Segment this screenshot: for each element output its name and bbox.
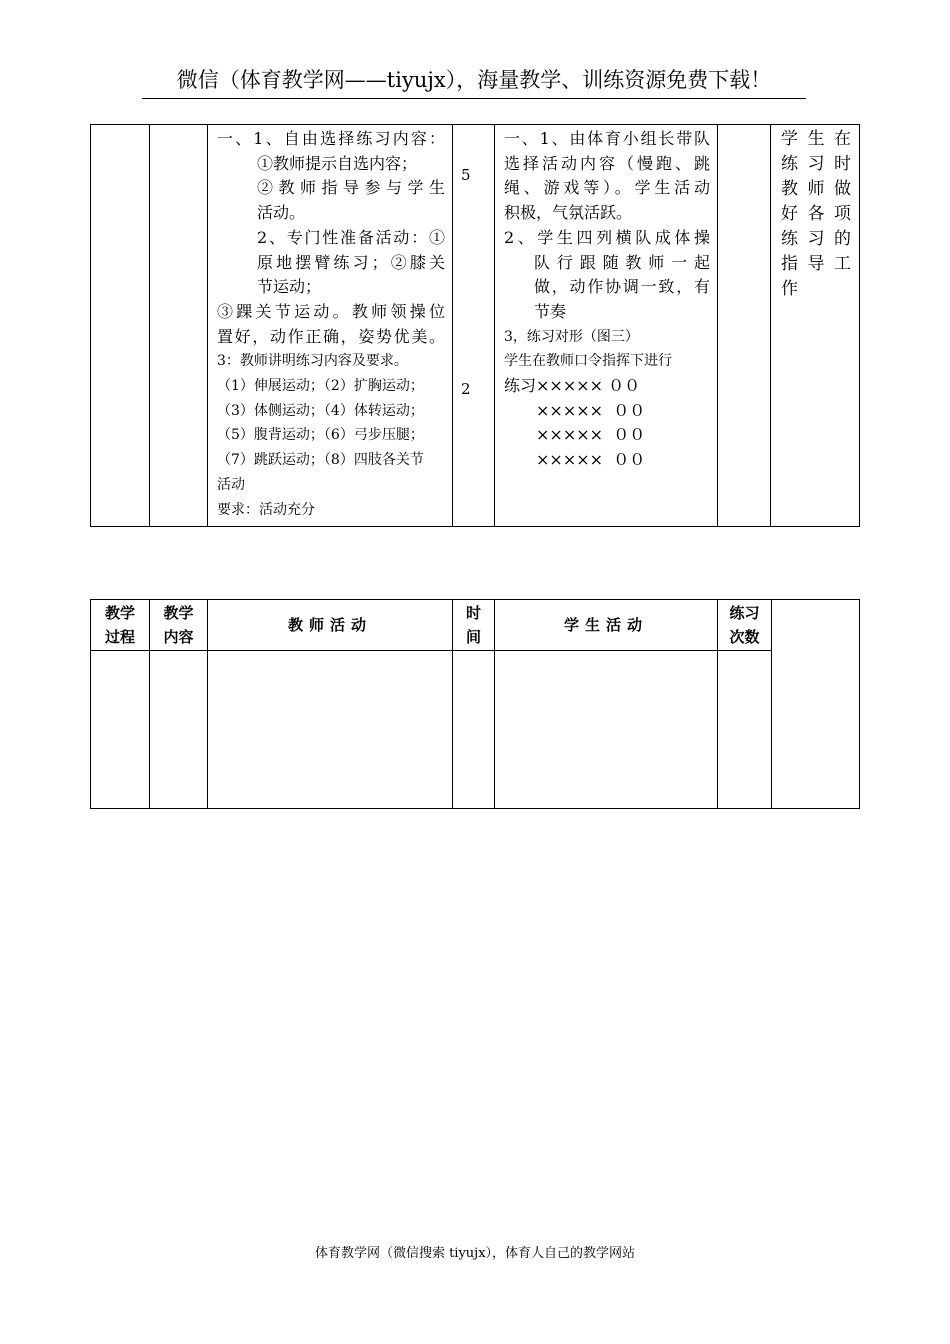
empty-cell <box>453 651 495 809</box>
header-text: 次数 <box>729 628 760 646</box>
teacher-line: 3：教师讲明练习内容及要求。 <box>217 353 408 370</box>
guidance-cell <box>771 125 860 527</box>
student-line: 2、学生四列横队成体操 <box>504 227 710 247</box>
teacher-line: （3）体侧运动；（4）体转运动； <box>217 402 424 419</box>
teacher-line: 活动。 <box>257 203 306 223</box>
teacher-line: ③踝关节运动。教师领操位 <box>217 301 445 321</box>
student-line: 一、1、由体育小组长带队 <box>504 129 710 148</box>
guidance-char: 教 <box>781 179 798 199</box>
header-text: 教学 <box>104 604 135 622</box>
header-practice-count <box>718 600 772 651</box>
teacher-line: 活动 <box>217 476 245 493</box>
student-line: 队行跟随教师一起 <box>534 252 710 272</box>
header-teaching-process <box>91 600 150 651</box>
process-cell <box>91 125 150 527</box>
guidance-line <box>781 177 851 202</box>
header-time <box>453 600 495 651</box>
lesson-plan-table-header <box>90 599 860 809</box>
guidance-char: 的 <box>834 229 851 249</box>
time-value: 5 <box>461 166 471 184</box>
student-line: 节奏 <box>534 301 567 321</box>
empty-cell <box>495 651 718 809</box>
guidance-column-cell <box>772 600 860 809</box>
student-line: 积极，气氛活跃。 <box>504 203 633 223</box>
content-cell <box>150 125 208 527</box>
teacher-line: 2、专门性准备活动：① <box>257 227 445 247</box>
guidance-line <box>781 277 851 302</box>
header-text: 过程 <box>104 628 135 646</box>
header-student-activity: 学生活动 <box>495 600 718 651</box>
teacher-line: 原地摆臂练习；②膝关 <box>257 252 445 272</box>
guidance-char: 做 <box>834 179 851 199</box>
teacher-line: （1）伸展运动；（2）扩胸运动； <box>217 378 424 395</box>
guidance-line <box>781 152 851 177</box>
guidance-char: 指 <box>781 254 798 274</box>
guidance-char: 导 <box>807 254 825 274</box>
student-line: 绳、游戏等）。学生活动 <box>504 178 710 198</box>
teacher-line: ②教师指导参与学生 <box>257 178 445 198</box>
guidance-char: 练 <box>781 229 798 249</box>
header-teaching-content <box>150 600 208 651</box>
student-line: 选择活动内容（慢跑、跳 <box>504 153 710 173</box>
page-header-title: 微信（体育教学网——tiyujx），海量教学、训练资源免费下载！ <box>142 63 806 99</box>
header-text: 练习 <box>729 604 760 622</box>
guidance-char: 生 <box>807 129 825 149</box>
formation-row: 练习××××× ００ <box>504 376 641 396</box>
student-line: 3，练习对形（图三） <box>504 328 639 345</box>
empty-cell <box>718 651 772 809</box>
formation-row: ××××× ００ <box>536 425 646 445</box>
header-teacher-activity: 教师活动 <box>208 600 453 651</box>
guidance-char: 练 <box>781 154 798 174</box>
guidance-char: 师 <box>807 179 825 199</box>
guidance-char: 时 <box>834 154 851 174</box>
guidance-line <box>781 127 851 152</box>
guidance-line <box>781 227 851 252</box>
student-line: 做，动作协调一致，有 <box>534 277 710 297</box>
student-line: 学生在教师口令指挥下进行 <box>504 353 672 370</box>
student-activity-cell <box>495 125 718 527</box>
lesson-plan-table-continued <box>90 124 860 527</box>
guidance-char: 各 <box>807 204 825 224</box>
teacher-line: ①教师提示自选内容； <box>257 153 418 173</box>
header-text: 教学 <box>163 604 194 622</box>
empty-cell <box>150 651 208 809</box>
guidance-char: 工 <box>834 254 851 274</box>
guidance-line <box>781 202 851 227</box>
teacher-line: 一、1、自由选择练习内容： <box>217 129 445 148</box>
empty-cell <box>208 651 453 809</box>
teacher-line: 置好，动作正确，姿势优美。 <box>217 326 445 346</box>
header-text: 间 <box>465 628 481 646</box>
guidance-char: 在 <box>834 129 851 149</box>
guidance-line <box>781 252 851 277</box>
header-text: 内容 <box>163 628 194 646</box>
time-value: 2 <box>461 380 471 398</box>
guidance-char: 项 <box>834 204 851 224</box>
teacher-line: 要求：活动充分 <box>217 501 315 518</box>
teacher-line: 节运动； <box>257 277 322 297</box>
count-cell <box>718 125 771 527</box>
teacher-line: （7）跳跃运动；（8）四肢各关节 <box>217 452 424 469</box>
teacher-line: （5）腹背运动；（6）弓步压腿； <box>217 427 424 444</box>
guidance-char: 学 <box>781 129 798 149</box>
guidance-char: 作 <box>781 279 798 299</box>
empty-cell <box>91 651 150 809</box>
formation-row: ××××× ００ <box>536 450 646 470</box>
page-footer: 体育教学网（微信搜索 tiyujx），体育人自己的教学网站 <box>314 1246 636 1261</box>
teacher-activity-cell <box>208 125 453 527</box>
formation-row: ××××× ００ <box>536 400 646 420</box>
header-text: 时 <box>465 604 481 622</box>
guidance-char: 习 <box>807 154 825 174</box>
time-cell <box>453 125 495 527</box>
guidance-char: 习 <box>807 229 825 249</box>
guidance-char: 好 <box>781 204 798 224</box>
